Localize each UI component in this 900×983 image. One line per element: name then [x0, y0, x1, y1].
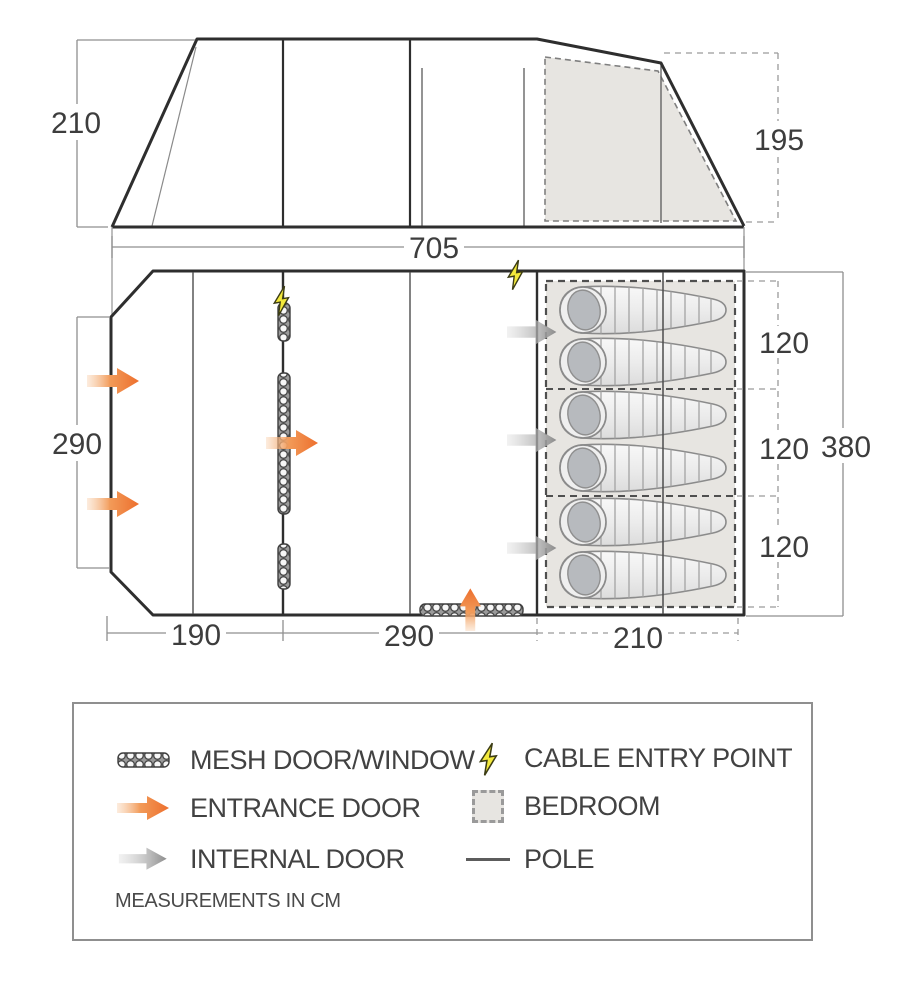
legend-label-entrance: ENTRANCE DOOR: [190, 792, 421, 823]
mesh-door-window: [278, 544, 290, 589]
legend-item-internal: [112, 839, 405, 879]
inner-canvas-line: [152, 47, 196, 226]
bedroom-area-elevation: [545, 57, 736, 221]
legend-label-internal: INTERNAL DOOR: [190, 843, 405, 874]
legend-item-bedroom: [466, 786, 660, 826]
bedroom-swatch-icon: [466, 790, 510, 823]
dim-bedroom-height: 195: [753, 124, 805, 157]
internal-door-arrow-icon: [112, 844, 176, 874]
legend-item-mesh: [112, 740, 474, 780]
mesh-swatch-icon: [112, 751, 176, 769]
pole-line-icon: [466, 858, 510, 861]
dim-bedroom-seg-1: 120: [758, 327, 810, 360]
dim-bedroom-seg-3: 120: [758, 531, 810, 564]
entrance-door-arrow-icon: [112, 793, 176, 823]
legend-label-cable: CABLE ENTRY POINT: [524, 742, 793, 773]
legend-label-bedroom: BEDROOM: [524, 790, 661, 821]
dim-elevation-height: 210: [50, 107, 102, 140]
legend-item-entrance: [112, 788, 421, 828]
dim-bottom-2: 290: [383, 620, 435, 653]
legend-label-pole: POLE: [524, 843, 595, 874]
dim-total-depth: 380: [820, 431, 872, 464]
legend-box: [72, 702, 813, 941]
floorplan-view: [87, 260, 744, 631]
legend-item-cable: [466, 738, 792, 778]
dim-bottom-3: 210: [612, 622, 664, 655]
legend-label-mesh: MESH DOOR/WINDOW: [190, 744, 475, 775]
measurements-note: MEASUREMENTS IN CM: [115, 890, 341, 912]
dim-bottom-1: 190: [170, 619, 222, 652]
legend-item-pole: [466, 839, 594, 879]
elevation-view: [112, 39, 744, 227]
dim-total-width: 705: [408, 232, 460, 265]
dim-bedroom-seg-2: 120: [758, 433, 810, 466]
dim-left-depth: 290: [51, 428, 103, 461]
cable-entry-icon: [466, 740, 510, 776]
